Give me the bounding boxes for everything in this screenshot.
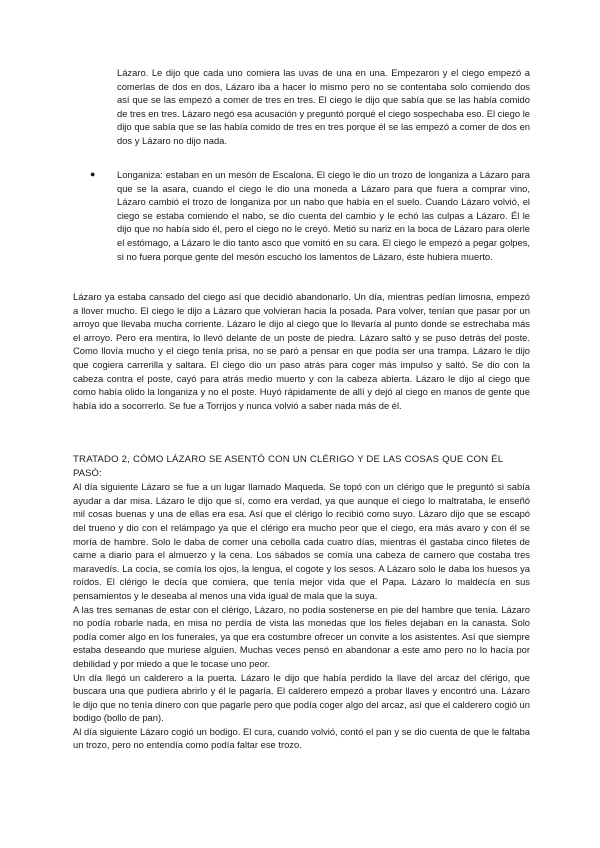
paragraph-escape: Lázaro ya estaba cansado del ciego así que decidió abandonarlo. Un día, mientras pedían limosna, empezó a llover mucho. El ciego le dijo a Lázaro que volvieran hacia la posada. Para volver, tenían que pasar por un arroyo que llevaba mucha corriente. Lázaro le dijo al ciego que lo llevaría al punto donde se estrechaba más el arroyo. Pero era mentira, lo llevó delante de un poste de piedra. Lázaro saltó y se puso detrás del poste. Como llovía mucho y el ciego tenía prisa, no se paró a pensar en que podía ser una trampa. Lázaro le dijo que cogiera carrerilla y saltara. El ciego dio un paso atrás para coger más impulso y saltó. Se dio con la cabeza contra el poste, cayó para atrás medio muerto y con la cabeza abierta. Lázaro le dijo al ciego que como había olido la longaniza y no el poste. Huyó rápidamente de allí y dejó al ciego en manos de gente que había ido a socorrerlo. Se fue a Torrijos y nunca volvió a saber nada más de él. <box>73 291 530 411</box>
bullet-icon: ● <box>90 169 96 179</box>
paragraph: A las tres semanas de estar con el clérigo, Lázaro, no podía sostenerse en pie del hambre que tenía. Lázaro no podía robarle nada, en misa no perdía de vista las monedas que los fieles dejaban en la canasta. Solo podía comer algo en los funerales, ya que era costumbre ofrecer un convite a los asistentes. Así que siempre estaba deseando que muriese alguien. Muchas veces pensó en abandonar a este amo pero no lo hacía por debilidad y por miedo a que le tocase uno peor. <box>73 603 530 669</box>
paragraph: Al día siguiente Lázaro se fue a un lugar llamado Maqueda. Se topó con un clérigo que le preguntó si sabía ayudar a dar misa. Lázaro le dijo que sí, como era verdad, ya que aunque el ciego lo maltrataba, le enseñó mil cosas buenas y una de ellas era esa. Así que el clérigo lo recibió como suyo. Lázaro dijo que se escapó del trueno y dio con el relámpago ya que el clérigo era mucho peor que el ciego, era más avaro y con él se moría de hambre. Solo le daba de comer una cebolla cada cuatro días, mientras él gastaba cinco filetes de carne a diario para el almuerzo y la cena. Los sábados se comía una cabeza de carnero que costaba tres maravedís. La cocía, se comía los ojos, la lengua, el cogote y los sesos. A Lázaro solo le daba los huesos ya roídos. El clérigo le decía que comiera, que tenía mejor vida que el Papa. Lázaro lo maldecía en sus pensamientos y le deseaba al menos una vida igual de mala que la suya. <box>73 481 530 601</box>
list-item-longaniza: Longaniza: estaban en un mesón de Escalona. El ciego le dio un trozo de longaniza a Lázaro para que se la asara, cuando el ciego le dio una moneda a Lázaro para que fuera a comprar vino, Lázaro cambió el trozo de longaniza por un nabo que había en el suelo. Cuando Lázaro volvió, el ciego se estaba comiendo el nabo, se dio cuenta del cambio y le echó las culpas a Lázaro. Él le dijo que no había sido él, pero el ciego no le creyó. Metió su nariz en la boca de Lázaro para olerle el estómago, a Lázaro le dio tanto asco que vomitó en su cara. El ciego le empezó a pegar golpes, si no fuera porque gente del mesón escuchó los lamentos de Lázaro, éste hubiera muerto. <box>117 169 530 262</box>
list-item-continuation: Lázaro. Le dijo que cada uno comiera las uvas de una en una. Empezaron y el ciego empezó a comerlas de dos en dos, Lázaro iba a hacer lo mismo pero no se contentaba solo comiendo dos así que se las empezó a comer de tres en tres. El ciego le dijo que sabía que se las había comido de tres en tres. Lázaro negó esa acusación y preguntó porqué el ciego sospechaba eso. El ciego le dijo que sabía que se las había comido de tres en tres porque él se las empezó a comer de dos en dos y Lázaro no dijo nada. <box>117 67 530 146</box>
paragraph: Al día siguiente Lázaro cogió un bodigo. El cura, cuando volvió, contó el pan y se dio cuenta de que le faltaba un trozo, pero no entendía como podía faltar ese trozo. <box>73 725 530 751</box>
section-heading-continuation: PASÓ: <box>73 467 102 479</box>
paragraph: Un día llegó un calderero a la puerta. Lázaro le dijo que había perdido la llave del arcaz del clérigo, que buscara una que pudiera abrirlo y él le pagaría. El calderero empezó a probar llaves y encontró una. Lázaro le dijo que no tenía dinero con que pagarle pero que podía coger algo del arcaz, así que el calderero cogió un bodigo (bollo de pan). <box>73 671 530 724</box>
section-heading: TRATADO 2, CÓMO LÁZARO SE ASENTÓ CON UN CLÉRIGO Y DE LAS COSAS QUE CON ÉL <box>73 454 504 465</box>
tratado-2-section <box>73 453 530 752</box>
